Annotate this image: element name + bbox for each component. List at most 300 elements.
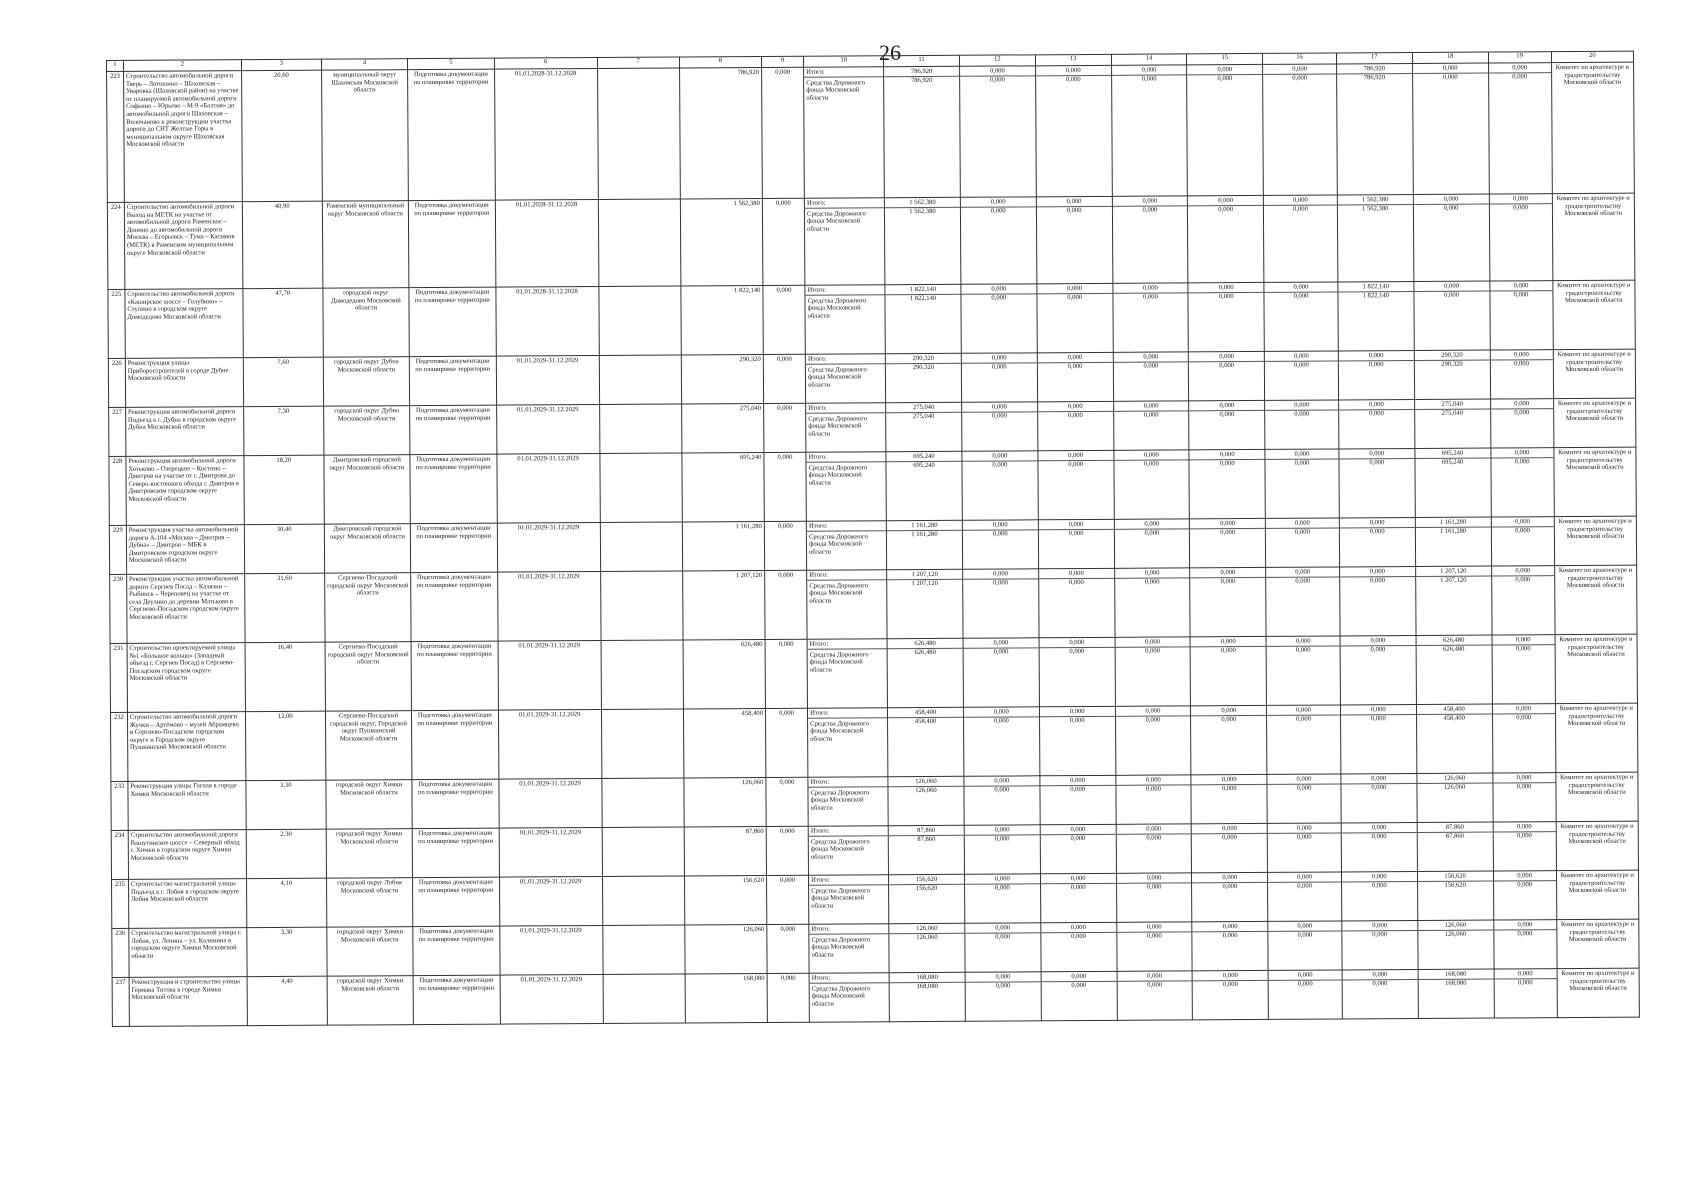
- empty-cell: [600, 453, 683, 523]
- work-type: Подготовка документации по планировке территории: [412, 710, 499, 780]
- amount-total: 626,480: [888, 640, 963, 649]
- amount-c14: [1117, 971, 1193, 1020]
- fund-label: Средства Дорожного фонда Московской области: [811, 935, 871, 959]
- funding-source: [806, 521, 886, 570]
- row-number: 234: [111, 830, 128, 879]
- amount-fund: 1 161,280: [911, 530, 938, 538]
- funding-source: [808, 708, 888, 777]
- amount-total: 458,400: [888, 709, 963, 718]
- amount-c18: [1415, 566, 1491, 635]
- amount-total: 0,000: [1189, 284, 1264, 293]
- column-header: 10: [804, 56, 884, 67]
- amount-fund: 0,000: [1220, 646, 1236, 654]
- amount-fund: 275,040: [1441, 409, 1464, 417]
- empty-cell: [599, 355, 681, 405]
- responsible-body: Комитет по архитектуре и градостроительству Московской области: [1556, 821, 1639, 871]
- amount-total: 626,480: [1416, 637, 1491, 646]
- responsible-body: Комитет по архитектуре и градостроительству Московской области: [1555, 634, 1638, 704]
- total-label: Итого:: [808, 778, 887, 787]
- estimated-cost: 1 161,280: [682, 521, 764, 571]
- amount-c15: [1188, 282, 1264, 351]
- amount-c14: [1116, 922, 1192, 971]
- amount-c19: [1490, 399, 1553, 448]
- total-label: Итого:: [808, 709, 887, 718]
- amount-total: 0,000: [963, 521, 1038, 530]
- amount-c18: [1415, 448, 1491, 517]
- amount-total: 290,320: [1415, 352, 1490, 361]
- amount-c11: [889, 972, 965, 1021]
- period: 01.01.2029-31.12.2029: [500, 974, 604, 1024]
- amount-total: 0,000: [1414, 196, 1489, 205]
- amount-fund: 0,000: [1515, 526, 1530, 534]
- amount-c14: [1114, 519, 1190, 568]
- amount-total: 0,000: [1116, 776, 1191, 785]
- amount-total: 0,000: [1038, 403, 1113, 412]
- fund-label: Средства Дорожного фонда Московской области: [811, 984, 871, 1008]
- funded-amount: 0,000: [764, 521, 806, 570]
- total-label: Итого:: [807, 453, 886, 462]
- amount-fund: 0,000: [1145, 647, 1161, 655]
- amount-total: 0,000: [1037, 198, 1112, 207]
- amount-fund: 0,000: [1067, 293, 1083, 301]
- amount-c12: [963, 707, 1039, 776]
- column-header: 18: [1412, 52, 1488, 63]
- amount-total: 1 161,280: [1416, 519, 1491, 528]
- amount-fund: 0,000: [1071, 932, 1086, 940]
- empty-cell: [602, 778, 684, 828]
- amount-total: 0,000: [1494, 872, 1556, 881]
- amount-total: 0,000: [1117, 972, 1192, 981]
- object-name: Строительство автомобильной дороги Выход на МЕТК на участке от автомобильной дороги Раменское – Донино до автомобильной дороги Москва – Егорьевск – Тума – Касимов (МЕТК) в Раменском муниципальном округе Московской области: [124, 202, 242, 290]
- amount-total: 0,000: [1038, 452, 1113, 461]
- amount-fund: 1 822,140: [909, 294, 937, 302]
- capacity-value: 20,60: [241, 70, 322, 201]
- funding-source: [804, 198, 885, 285]
- amount-c17: [1336, 64, 1413, 195]
- period: 01.01.2028-31.12.2028: [494, 68, 598, 200]
- amount-fund: 0,000: [990, 207, 1006, 215]
- period: 01.01.2029-31.12.2029: [499, 876, 603, 926]
- amount-fund: 626,480: [1442, 645, 1465, 653]
- amount-c11: [885, 353, 961, 402]
- amount-fund: 0,000: [1221, 715, 1237, 723]
- amount-fund: 0,000: [1142, 206, 1158, 214]
- amount-fund: 0,000: [1066, 206, 1082, 214]
- work-type: Подготовка документации по планировке территории: [410, 405, 497, 455]
- empty-cell: [599, 286, 682, 356]
- funded-amount: 0,000: [765, 708, 808, 777]
- period: 01.01.2029-31.12.2029: [498, 778, 602, 828]
- funded-amount: 0,000: [764, 452, 807, 521]
- amount-fund: 0,000: [1369, 527, 1385, 535]
- amount-total: 0,000: [1264, 196, 1337, 205]
- fund-label: Средства Дорожного фонда Московской области: [808, 463, 868, 487]
- amount-c15: [1192, 823, 1268, 872]
- amount-c11: [887, 638, 963, 707]
- amount-c16: [1266, 567, 1340, 636]
- fund-label: Средства Дорожного фонда Московской области: [807, 209, 866, 233]
- amount-fund: 0,000: [1297, 882, 1313, 890]
- funded-amount: 0,000: [766, 777, 808, 826]
- amount-c17: [1338, 282, 1414, 351]
- amount-fund: 0,000: [1292, 74, 1308, 82]
- amount-fund: 0,000: [995, 982, 1011, 990]
- amount-fund: 126,060: [916, 933, 938, 941]
- amount-total: 0,000: [1492, 567, 1554, 576]
- amount-fund: 0,000: [1143, 362, 1159, 370]
- total-label: Итого:: [807, 522, 886, 531]
- municipality: городской округ Домодедово Московской области: [323, 288, 410, 358]
- total-label: Итого:: [806, 404, 885, 413]
- amount-total: 0,000: [964, 708, 1039, 717]
- funded-amount: 0,000: [763, 285, 806, 354]
- amount-total: 156,620: [1418, 873, 1493, 882]
- amount-c11: [886, 451, 962, 520]
- amount-fund: 0,000: [1065, 75, 1081, 83]
- fund-label: Средства Дорожного фонда Московской области: [809, 581, 869, 605]
- amount-fund: 0,000: [994, 884, 1010, 892]
- fund-label: Средства Дорожного фонда Московской области: [811, 886, 870, 910]
- amount-c14: [1112, 196, 1188, 283]
- amount-c17: [1340, 567, 1416, 636]
- amount-fund: 0,000: [1297, 980, 1313, 988]
- amount-total: 0,000: [1191, 638, 1266, 647]
- amount-fund: 0,000: [1142, 293, 1158, 301]
- amount-c13: [1037, 283, 1113, 352]
- municipality: Сергиево-Посадский городской округ Московской области: [325, 642, 412, 712]
- amount-total: 0,000: [1189, 353, 1264, 362]
- amount-total: 0,000: [1116, 825, 1191, 834]
- amount-total: 1 822,140: [1338, 283, 1413, 292]
- amount-c14: [1115, 637, 1191, 706]
- amount-fund: 0,000: [1067, 411, 1083, 419]
- object-name: Строительство автомобильной дороги Жучки – Артёмово – музей Абрамцево в Сергиево-Посадском городском округе и Городском округе Пушкинский Московской области: [127, 712, 245, 782]
- amount-total: 0,000: [1187, 66, 1262, 75]
- object-name: Строительство автомобильной дороги Вашутинское шоссе – Северный обход г. Химки в городском округе Химки Московской области: [128, 830, 246, 880]
- amount-c16: [1267, 823, 1341, 872]
- amount-fund: 0,000: [1514, 408, 1530, 416]
- total-label: Итого:: [804, 68, 883, 77]
- municipality: Дмитровский городской округ Московской области: [324, 524, 411, 574]
- amount-total: 0,000: [1491, 449, 1553, 458]
- table-row: [107, 193, 1635, 289]
- amount-total: 0,000: [1038, 354, 1113, 363]
- amount-c12: [963, 638, 1039, 707]
- amount-total: 0,000: [1193, 972, 1268, 981]
- amount-c15: [1192, 872, 1268, 921]
- amount-fund: 0,000: [995, 933, 1011, 941]
- amount-c19: [1492, 635, 1556, 704]
- amount-c17: [1341, 872, 1417, 921]
- amount-total: 0,000: [1039, 570, 1114, 579]
- amount-fund: 0,000: [1293, 205, 1308, 213]
- amount-fund: 0,000: [1068, 529, 1084, 537]
- municipality: городской округ Химки Московской области: [327, 927, 414, 977]
- amount-total: 0,000: [962, 354, 1037, 363]
- amount-fund: 0,000: [1219, 361, 1235, 369]
- amount-fund: 0,000: [1514, 359, 1529, 367]
- fund-label: Средства Дорожного фонда Московской области: [806, 78, 866, 102]
- amount-fund: 0,000: [992, 461, 1008, 469]
- municipality: городской округ Дубна Московской области: [323, 406, 410, 456]
- amount-c16: [1266, 518, 1340, 567]
- amount-c12: [963, 569, 1039, 638]
- amount-fund: 0,000: [993, 717, 1009, 725]
- amount-total: 290,320: [886, 355, 961, 364]
- amount-total: 0,000: [1339, 352, 1414, 361]
- amount-fund: 0,000: [1370, 645, 1386, 653]
- amount-fund: 0,000: [1294, 528, 1310, 536]
- table-row: [108, 280, 1635, 358]
- estimated-cost: 290,320: [681, 354, 763, 404]
- amount-c15: [1191, 774, 1267, 823]
- municipality: Сергиево-Посадский городской округ Московской области: [324, 573, 411, 643]
- amount-total: 0,000: [1342, 873, 1417, 882]
- amount-c18: [1412, 63, 1489, 194]
- amount-total: 1 161,280: [887, 522, 962, 531]
- funded-amount: 0,000: [763, 354, 805, 403]
- column-header: 16: [1263, 53, 1337, 64]
- table-row: [110, 634, 1637, 712]
- amount-c16: [1267, 705, 1341, 774]
- amount-fund: 0,000: [1296, 715, 1312, 723]
- amount-total: 0,000: [1414, 283, 1489, 292]
- column-header: 1: [107, 60, 124, 71]
- empty-cell: [602, 925, 684, 975]
- amount-fund: 0,000: [1444, 291, 1460, 299]
- amount-c12: [962, 451, 1038, 520]
- amount-fund: 0,000: [991, 363, 1007, 371]
- capacity-value: 30,40: [244, 524, 324, 573]
- object-name: Строительство автомобильной дороги «Каширское шоссе – Голубино» – Ступино в городском округе Домодедово Московской области: [125, 289, 243, 359]
- object-name: Строительство проектируемой улицы №1 «Большое кольцо» (Западный объезд г. Сергиев Посад) в Сергиево-Посадском городском округе Московской области: [127, 643, 245, 713]
- work-type: Подготовка документации по планировке территории: [409, 287, 496, 357]
- total-label: Итого:: [809, 925, 888, 934]
- amount-c11: [888, 776, 964, 825]
- amount-total: 0,000: [1266, 568, 1339, 577]
- amount-c12: [961, 353, 1037, 402]
- amount-total: 0,000: [1493, 774, 1555, 783]
- responsible-body: Комитет по архитектуре и градостроительству Московской области: [1551, 62, 1634, 194]
- amount-c13: [1039, 706, 1115, 775]
- amount-total: 0,000: [1263, 65, 1336, 74]
- amount-total: 0,000: [1039, 521, 1114, 530]
- amount-c11: [888, 707, 964, 776]
- amount-c13: [1041, 922, 1117, 971]
- estimated-cost: 786,920: [679, 67, 762, 198]
- amount-fund: 0,000: [992, 412, 1007, 420]
- amount-c18: [1417, 871, 1493, 920]
- amount-fund: 695,240: [1441, 458, 1464, 466]
- work-type: Подготовка документации по планировке территории: [410, 523, 497, 573]
- funding-source: [809, 973, 889, 1022]
- municipality: Дмитровский городской округ Московской области: [324, 455, 411, 525]
- amount-fund: 0,000: [1293, 361, 1309, 369]
- fund-label: Средства Дорожного фонда Московской области: [810, 788, 870, 812]
- amount-fund: 0,000: [1513, 203, 1528, 212]
- amount-total: 0,000: [963, 639, 1038, 648]
- amount-total: 0,000: [1189, 402, 1264, 411]
- amount-c12: [962, 520, 1038, 569]
- amount-fund: 0,000: [1296, 784, 1312, 792]
- responsible-body: Комитет по архитектуре и градостроительству Московской области: [1556, 870, 1639, 920]
- column-header: 12: [959, 55, 1035, 66]
- amount-total: 0,000: [1191, 569, 1266, 578]
- amount-fund: 1 207,120: [1440, 576, 1467, 584]
- amount-c17: [1342, 970, 1418, 1019]
- amount-total: 0,000: [1041, 973, 1116, 982]
- amount-total: 0,000: [1116, 707, 1191, 716]
- amount-fund: 0,000: [1068, 578, 1084, 586]
- column-header: 20: [1551, 51, 1633, 63]
- column-header: 15: [1187, 53, 1263, 64]
- total-label: Итого:: [810, 974, 889, 983]
- amount-fund: 0,000: [1141, 75, 1157, 83]
- funded-amount: 0,000: [762, 198, 805, 285]
- amount-total: 0,000: [1192, 874, 1267, 883]
- amount-fund: 0,000: [993, 579, 1008, 587]
- funding-source: [804, 67, 885, 198]
- column-header: 11: [884, 55, 960, 66]
- amount-total: 0,000: [1115, 569, 1190, 578]
- amount-total: 695,240: [887, 453, 962, 462]
- amount-total: 786,920: [884, 68, 959, 77]
- municipality: городской округ Химки Московской области: [327, 976, 414, 1026]
- amount-c19: [1494, 969, 1557, 1018]
- amount-c16: [1264, 195, 1338, 282]
- amount-fund: 0,000: [1295, 577, 1311, 585]
- amount-total: 0,000: [1494, 970, 1556, 979]
- amount-c11: [888, 825, 964, 874]
- period: 01.01.2029-31.12.2029: [499, 925, 603, 975]
- amount-total: 1 207,120: [887, 571, 962, 580]
- work-type: Подготовка документации по планировке территории: [412, 779, 499, 829]
- amount-c11: [889, 923, 965, 972]
- amount-c15: [1192, 970, 1268, 1019]
- amount-c14: [1113, 401, 1189, 450]
- amount-total: 0,000: [962, 452, 1037, 461]
- amount-c19: [1491, 566, 1555, 635]
- amount-fund: 0,000: [1515, 575, 1531, 583]
- responsible-body: Комитет по архитектуре и градостроительству Московской области: [1552, 193, 1635, 281]
- responsible-body: Комитет по архитектуре и градостроительству Московской области: [1556, 919, 1639, 969]
- capacity-value: 16,40: [245, 642, 325, 711]
- estimated-cost: 275,040: [681, 403, 763, 453]
- empty-cell: [598, 199, 681, 287]
- period: 01.01.2029-31.12.2029: [497, 571, 601, 641]
- amount-fund: 0,000: [1070, 785, 1086, 793]
- amount-total: 0,000: [965, 875, 1040, 884]
- amount-fund: 0,000: [1070, 834, 1086, 842]
- amount-fund: 0,000: [1069, 716, 1085, 724]
- amount-c12: [959, 66, 1036, 197]
- amount-fund: 0,000: [1517, 929, 1533, 937]
- column-header: 5: [408, 58, 494, 70]
- municipality: Сергиево-Посадский городской округ, Городской округ Пушкинский Московской области: [325, 711, 412, 781]
- amount-c18: [1418, 969, 1494, 1018]
- amount-c17: [1340, 705, 1416, 774]
- amount-fund: 0,000: [1369, 458, 1385, 466]
- funded-amount: 0,000: [764, 403, 806, 452]
- empty-cell: [601, 640, 684, 710]
- amount-total: 0,000: [1037, 285, 1112, 294]
- capacity-value: 31,60: [244, 573, 324, 642]
- municipality: городской округ Химки Московской области: [326, 829, 413, 879]
- amount-c16: [1268, 921, 1342, 970]
- amount-total: 0,000: [961, 285, 1036, 294]
- amount-fund: 0,000: [993, 648, 1009, 656]
- amount-total: 0,000: [1114, 402, 1189, 411]
- work-type: Подготовка документации по планировке территории: [411, 641, 498, 711]
- amount-c16: [1264, 351, 1338, 400]
- responsible-body: Комитет по архитектуре и градостроительству Московской области: [1554, 516, 1637, 566]
- amount-fund: 0,000: [1223, 980, 1238, 988]
- amount-total: 0,000: [1113, 353, 1188, 362]
- amount-c16: [1268, 872, 1342, 921]
- amount-fund: 0,000: [1144, 529, 1160, 537]
- estimated-cost: 695,240: [682, 452, 765, 522]
- amount-total: 156,620: [889, 876, 964, 885]
- table-row: [110, 703, 1637, 781]
- funded-amount: 0,000: [766, 826, 808, 875]
- amount-fund: 0,000: [1372, 930, 1388, 938]
- empty-cell: [603, 974, 685, 1024]
- amount-c14: [1112, 283, 1188, 352]
- amount-total: 0,000: [1491, 518, 1553, 527]
- amount-c18: [1413, 194, 1489, 281]
- funding-source: [805, 354, 885, 403]
- amount-total: 87,860: [1417, 824, 1492, 833]
- amount-total: 0,000: [1041, 875, 1116, 884]
- amount-total: 0,000: [1340, 568, 1415, 577]
- amount-c13: [1038, 519, 1114, 568]
- amount-total: 0,000: [963, 570, 1038, 579]
- capacity-value: 47,70: [243, 288, 323, 357]
- object-name: Строительство магистральной улицы г. Лобня, ул. Ленина – ул. Калинина в городском округе Химки Московской области: [129, 928, 247, 978]
- capacity-value: 4,40: [247, 976, 327, 1025]
- amount-fund: 0,000: [1222, 931, 1238, 939]
- amount-c13: [1040, 824, 1116, 873]
- empty-cell: [599, 404, 681, 454]
- amount-total: 168,080: [890, 974, 965, 983]
- estimated-cost: 168,080: [685, 973, 767, 1023]
- row-number: 226: [108, 358, 125, 407]
- total-label: Итого:: [805, 199, 884, 208]
- object-name: Строительство магистральной улицы Подъезд к г. Лобня в городском округе Лобня Московской области: [128, 879, 246, 929]
- total-label: Итого:: [809, 827, 888, 836]
- municipality: Раменский муниципальный округ Московской области: [322, 201, 409, 289]
- amount-total: 0,000: [1342, 824, 1417, 833]
- fund-label: Средства Дорожного фонда Московской области: [810, 837, 870, 861]
- amount-total: 0,000: [1339, 401, 1414, 410]
- period: 01.01.2028-31.12.2028: [495, 199, 599, 287]
- table-row: [109, 447, 1636, 525]
- amount-fund: 0,000: [1368, 360, 1384, 368]
- period: 01.01.2029-31.12.2029: [496, 355, 600, 405]
- work-type: Подготовка документации по планировке территории: [412, 828, 499, 878]
- amount-c18: [1416, 704, 1492, 773]
- amount-c17: [1338, 400, 1414, 449]
- fund-label: Средства Дорожного фонда Московской области: [810, 719, 869, 743]
- amount-total: 0,000: [1191, 707, 1266, 716]
- amount-fund: 1 161,280: [1439, 527, 1467, 535]
- amount-fund: 0,000: [1147, 981, 1163, 989]
- amount-fund: 0,000: [1514, 457, 1530, 465]
- amount-fund: 0,000: [1371, 881, 1387, 889]
- amount-c17: [1342, 921, 1418, 970]
- amount-fund: 0,000: [1146, 834, 1162, 842]
- amount-fund: 0,000: [1146, 932, 1162, 940]
